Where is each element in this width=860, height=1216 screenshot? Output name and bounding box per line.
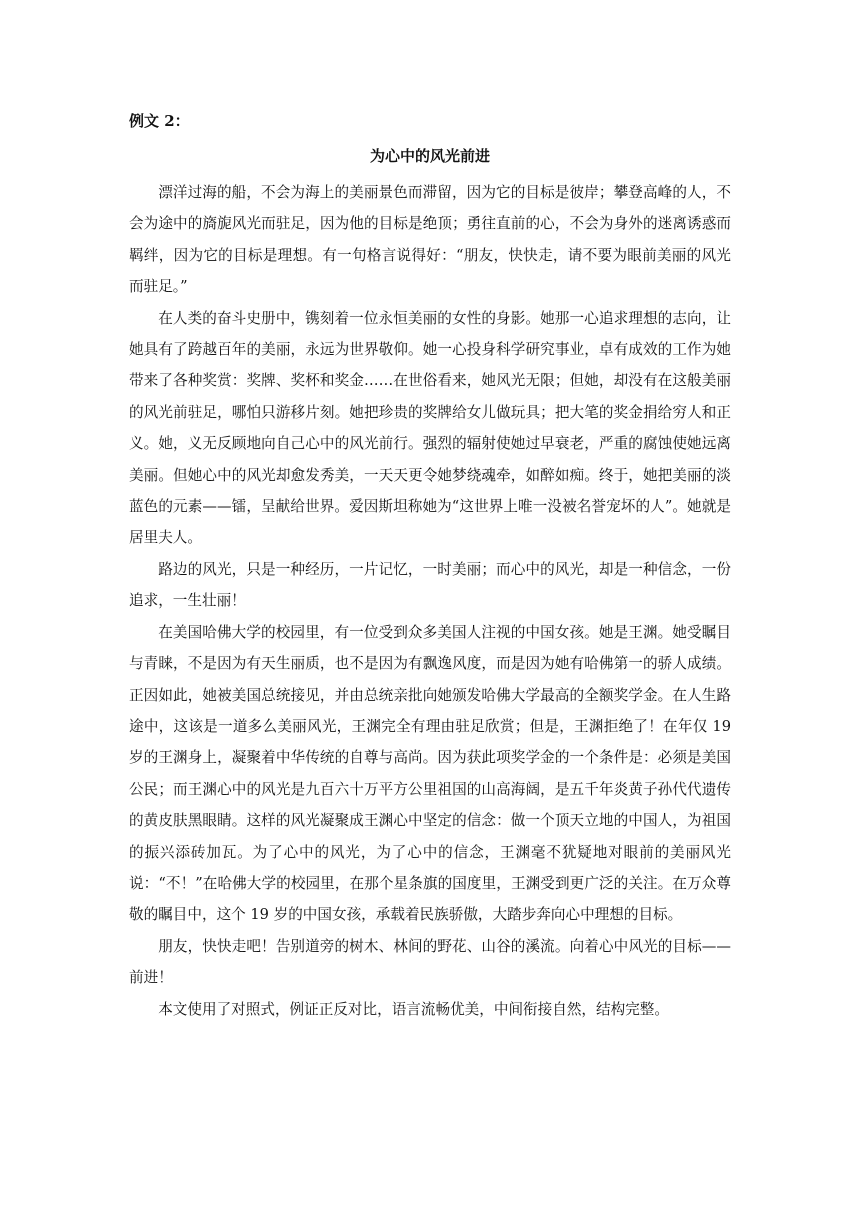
essay-paragraph-2: 在人类的奋斗史册中，镌刻着一位永恒美丽的女性的身影。她那一心追求理想的志向，让她具有了跨越百年的美丽，永远为世界敬仰。她一心投身科学研究事业，卓有成效的工作为她带来了各种奖赏：奖牌、奖杯和奖金……在世俗看来，她风光无限；但她，却没有在这般美丽的风光前驻足，哪怕只游移片刻。她把珍贵的奖牌给女儿做玩具；把大笔的奖金捐给穷人和正义。她，义无反顾地向自己心中的风光前行。强烈的辐射使她过早衰老，严重的腐蚀使她远离美丽。但她心中的风光却愈发秀美，一天天更令她梦绕魂牵，如醉如痴。终于，她把美丽的淡蓝色的元素——镭，呈献给世界。爱因斯坦称她为“这世界上唯一没被名誉宠坏的人”。她就是居里夫人。	[129, 309, 731, 547]
commentary-paragraph: 本文使用了对照式，例证正反对比，语言流畅优美，中间衔接自然，结构完整。	[158, 1000, 669, 1018]
example-heading: 例文 2：	[129, 112, 190, 130]
essay-paragraph-5: 朋友，快快走吧！告别道旁的树木、林间的野花、山谷的溪流。向着心中风光的目标——前进！	[129, 937, 731, 987]
essay-paragraph-4: 在美国哈佛大学的校园里，有一位受到众多美国人注视的中国女孩。她是王渊。她受瞩目与青睐，不是因为有天生丽质，也不是因为有飘逸风度，而是因为她有哈佛第一的骄人成绩。正因如此，她被美国总统接见，并由总统亲批向她颁发哈佛大学最高的全额奖学金。在人生路途中，这该是一道多么美丽风光，王渊完全有理由驻足欣赏；但是，王渊拒绝了！在年仅 19 岁的王渊身上，凝聚着中华传统的自尊与高尚。因为获此项奖学金的一个条件是：必须是美国公民；而王渊心中的风光是九百六十万平方公里祖国的山高海阔，是五千年炎黄子孙代代遗传的黄皮肤黑眼睛。这样的风光凝聚成王渊心中坚定的信念：做一个顶天立地的中国人，为祖国的振兴添砖加瓦。为了心中的风光，为了心中的信念，王渊毫不犹疑地对眼前的美丽风光说：“不！”在哈佛大学的校园里，在那个星条旗的国度里，王渊受到更广泛的关注。在万众尊敬的瞩目中，这个 19 岁的中国女孩，承载着民族骄傲，大踏步奔向心中理想的目标。	[129, 623, 731, 924]
essay-body	[129, 177, 731, 1025]
essay-paragraph-1: 漂洋过海的船，不会为海上的美丽景色而滞留，因为它的目标是彼岸；攀登高峰的人，不会为途中的旖旎风光而驻足，因为他的目标是绝顶；勇往直前的心，不会为身外的迷离诱惑而羁绊，因为它的目标是理想。有一句格言说得好：“朋友，快快走，请不要为眼前美丽的风光而驻足。”	[129, 184, 731, 296]
essay-paragraph-3: 路边的风光，只是一种经历，一片记忆，一时美丽；而心中的风光，却是一种信念，一份追求，一生壮丽！	[129, 560, 731, 610]
essay-title: 为心中的风光前进	[369, 147, 490, 165]
